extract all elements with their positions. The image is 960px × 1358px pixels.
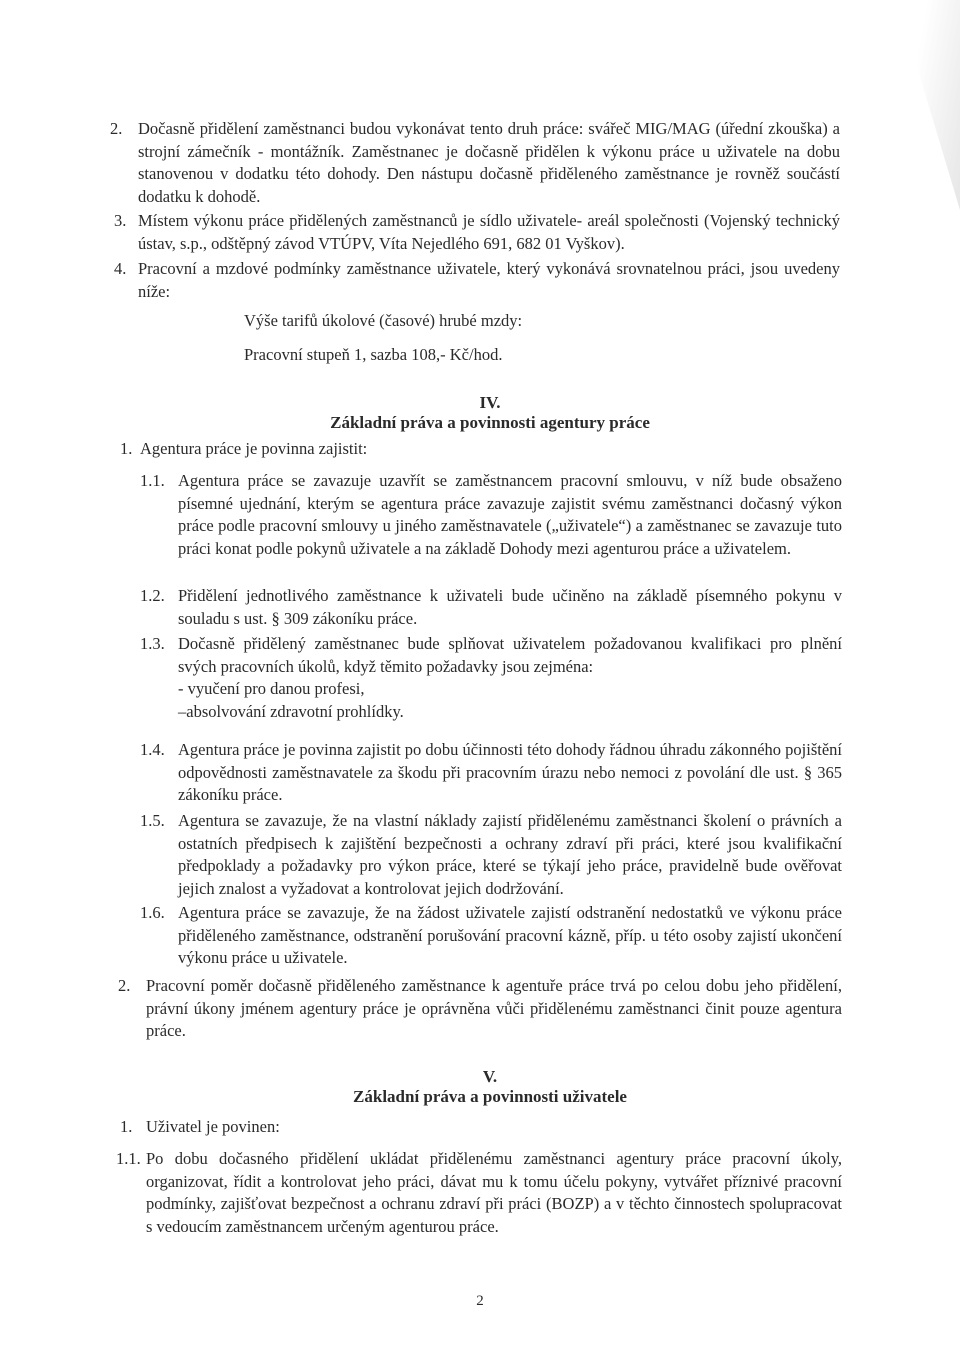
wage-value: Pracovní stupeň 1, sazba 108,- Kč/hod. xyxy=(244,345,503,364)
paragraph-4-1-5: Agentura se zavazuje, že na vlastní náklady zajistí přidělenému zaměstnanci školení o právních a ostatních předpisech k zajištění bezpečnosti a ochrany zdraví při práci, které jsou kvalifikační předpoklady a požadavky pro výkon práce, které se týkají jeho práce, pravidelně bude ověřovat jejich znalost a vyžadovat a kontrolovat jejich dodržování. xyxy=(178,811,842,898)
item-number: 1.3. xyxy=(140,634,165,653)
item-number: 1.1. xyxy=(116,1149,141,1168)
section-4-roman: IV. xyxy=(479,393,501,412)
paragraph-4-1-4: Agentura práce je povinna zajistit po dobu účinnosti této dohody řádnou úhradu zákonného pojištění odpovědnosti zaměstnavatele za škodu při pracovním úrazu nebo nemoci z povolání dle ust. § 365 zákoníku práce. xyxy=(178,740,842,804)
section-5-title: Základní práva a povinnosti uživatele xyxy=(353,1087,627,1106)
scan-shadow xyxy=(870,0,960,210)
item-number: 3. xyxy=(114,211,127,230)
paragraph-5-1-1: Po dobu dočasného přidělení ukládat přidělenému zaměstnanci agentury práce pracovní úkoly, organizovat, řídit a kontrolovat jeho práci, dávat mu k tomu účelu pokyny, vytvářet příznivé pracovní podmínky, zajišťovat bezpečnost a ochranu zdraví při práci (BOZP) a v těchto činnostech spolupracovat s vedoucím zaměstnancem určeným agenturou práce. xyxy=(146,1149,842,1236)
paragraph-4-1-3 xyxy=(178,633,842,723)
paragraph-item-2: Dočasně přidělení zaměstnanci budou vykonávat tento druh práce: svářeč MIG/MAG (úřední zkouška) a strojní zámečník - montážník. Zaměstnanec je dočasně přidělen k výkonu práce u uživatele na dobu stanovenou v dodatku této dohody. Den nástupu dočasně přiděleného zaměstnance je rovněž součástí dodatku k dohodě. xyxy=(138,119,840,206)
paragraph-4-1-3-text: Dočasně přidělený zaměstnanec bude splňovat uživatelem požadovanou kvalifikaci pro plnění svých pracovních úkolů, když těmito požadavky jsou zejména: xyxy=(178,634,842,676)
section-4-title: Základní práva a povinnosti agentury práce xyxy=(330,413,650,432)
item-number: 1. xyxy=(120,439,133,458)
paragraph-item-3: Místem výkonu práce přidělených zaměstnanců je sídlo uživatele- areál společnosti (Vojenský technický ústav, s.p., odštěpný závod VTÚPV, Víta Nejedlého 691, 682 01 Vyškov). xyxy=(138,211,840,253)
item-number: 2. xyxy=(118,976,131,995)
paragraph-4-1-6: Agentura práce se zavazuje, že na žádost uživatele zajistí odstranění nedostatků ve výkonu práce přiděleného zaměstnance, odstranění porušování pracovní kázně, příp. u této osoby zajistí ukončení výkonu práce u uživatele. xyxy=(178,903,842,967)
paragraph-4-1-2: Přidělení jednotlivého zaměstnance k uživateli bude učiněno na základě písemného pokynu v souladu s ust. § 309 zákoníku práce. xyxy=(178,586,842,628)
page-number: 2 xyxy=(476,1293,484,1309)
item-number: 4. xyxy=(114,259,127,278)
paragraph-item-4: Pracovní a mzdové podmínky zaměstnance uživatele, který vykonává srovnatelnou práci, jsou uvedeny níže: xyxy=(138,259,840,301)
paragraph-4-1-1: Agentura práce se zavazuje uzavřít se zaměstnancem pracovní smlouvu, v níž bude obsaženo písemné ujednání, kterým se agentura práce zavazuje zajistit svému zaměstnanci dočasný výkon práce podle pracovní smlouvy u jiného zaměstnavatele („uživatele“) a zaměstnanec se zavazuje tuto práci konat podle pokynů uživatele a na základě Dohody mezi agenturou práce a uživatelem. xyxy=(178,471,842,558)
section-4-p2: Pracovní poměr dočasně přiděleného zaměstnance k agentuře práce trvá po celou dobu jeho přidělení, právní úkony jménem agentury práce je oprávněna vůči přidělenému zaměstnanci činit pouze agentura práce. xyxy=(146,976,842,1040)
item-number: 1.1. xyxy=(140,471,165,490)
wage-heading: Výše tarifů úkolové (časové) hrubé mzdy: xyxy=(244,311,523,330)
item-number: 1.5. xyxy=(140,811,165,830)
section-5-p1: Uživatel je povinen: xyxy=(146,1117,280,1136)
bullet-item: - vyučení pro danou profesi, xyxy=(178,679,365,698)
section-4-p1: Agentura práce je povinna zajistit: xyxy=(140,439,368,458)
bullet-item: –absolvování zdravotní prohlídky. xyxy=(178,701,404,721)
item-number: 1. xyxy=(120,1117,133,1136)
item-number: 1.4. xyxy=(140,740,165,759)
section-5-roman: V. xyxy=(482,1067,498,1086)
item-number: 2. xyxy=(110,119,123,138)
item-number: 1.6. xyxy=(140,903,165,922)
item-number: 1.2. xyxy=(140,586,165,605)
